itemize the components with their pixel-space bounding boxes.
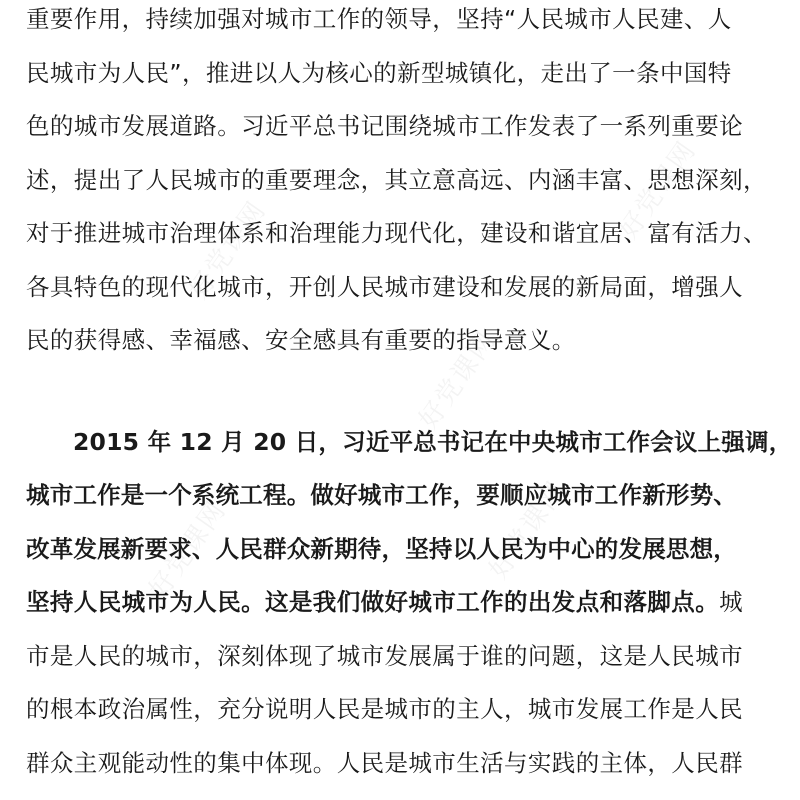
paragraph-gap: [26, 368, 778, 416]
text-line-bold: 城市工作是一个系统工程。做好城市工作，要顺应城市工作新形势、: [26, 481, 737, 509]
paragraph-1: [26, 0, 778, 368]
text-line: 市是人民的城市，深刻体现了城市发展属于谁的问题，这是人民城市: [26, 641, 743, 670]
text-line: 的根本政治属性，充分说明人民是城市的主人，城市发展工作是人民: [26, 695, 743, 723]
watermark: 好党课网: [483, 475, 573, 585]
text-line: 对于推进城市治理体系和治理能力现代化，建设和谐宜居、富有活力、: [26, 219, 767, 247]
watermark: 好党课网: [413, 325, 503, 435]
text-line-mixed: [26, 576, 778, 630]
text-line: 民的获得感、幸福感、安全感具有重要的指导意义。: [26, 326, 576, 354]
text-line: 重要作用，持续加强对城市工作的领导，坚持“人民城市人民建、人: [26, 5, 732, 33]
normal-text: 城: [719, 588, 744, 616]
text-line-bold: 2015 年 12 月 20 日，习近平总书记在中央城市工作会议上强调，: [73, 427, 793, 456]
document-body: [26, 0, 793, 790]
text-line: 各具特色的现代化城市，开创人民城市建设和发展的新局面，增强人: [26, 272, 743, 301]
paragraph-2: [26, 416, 793, 791]
watermark: 好党课网: [613, 135, 703, 245]
bold-sentence: 坚持人民城市为人民。这是我们做好城市工作的出发点和落脚点。: [26, 588, 720, 616]
text-line-bold: 改革发展新要求、人民群众新期待，坚持以人民为中心的发展思想，: [26, 534, 737, 563]
text-line: 民城市为人民”，推进以人为核心的新型城镇化，走出了一条中国特: [26, 58, 732, 87]
text-line: 色的城市发展道路。习近平总书记围绕城市工作发表了一系列重要论: [26, 112, 743, 140]
text-line: 群众主观能动性的集中体现。人民是城市生活与实践的主体，人民群: [26, 748, 743, 777]
text-line: 述，提出了人民城市的重要理念，其立意高远、内涵丰富、思想深刻，: [26, 165, 767, 194]
watermark: 好党课网: [183, 195, 273, 305]
watermark: 好党课网: [143, 495, 233, 605]
